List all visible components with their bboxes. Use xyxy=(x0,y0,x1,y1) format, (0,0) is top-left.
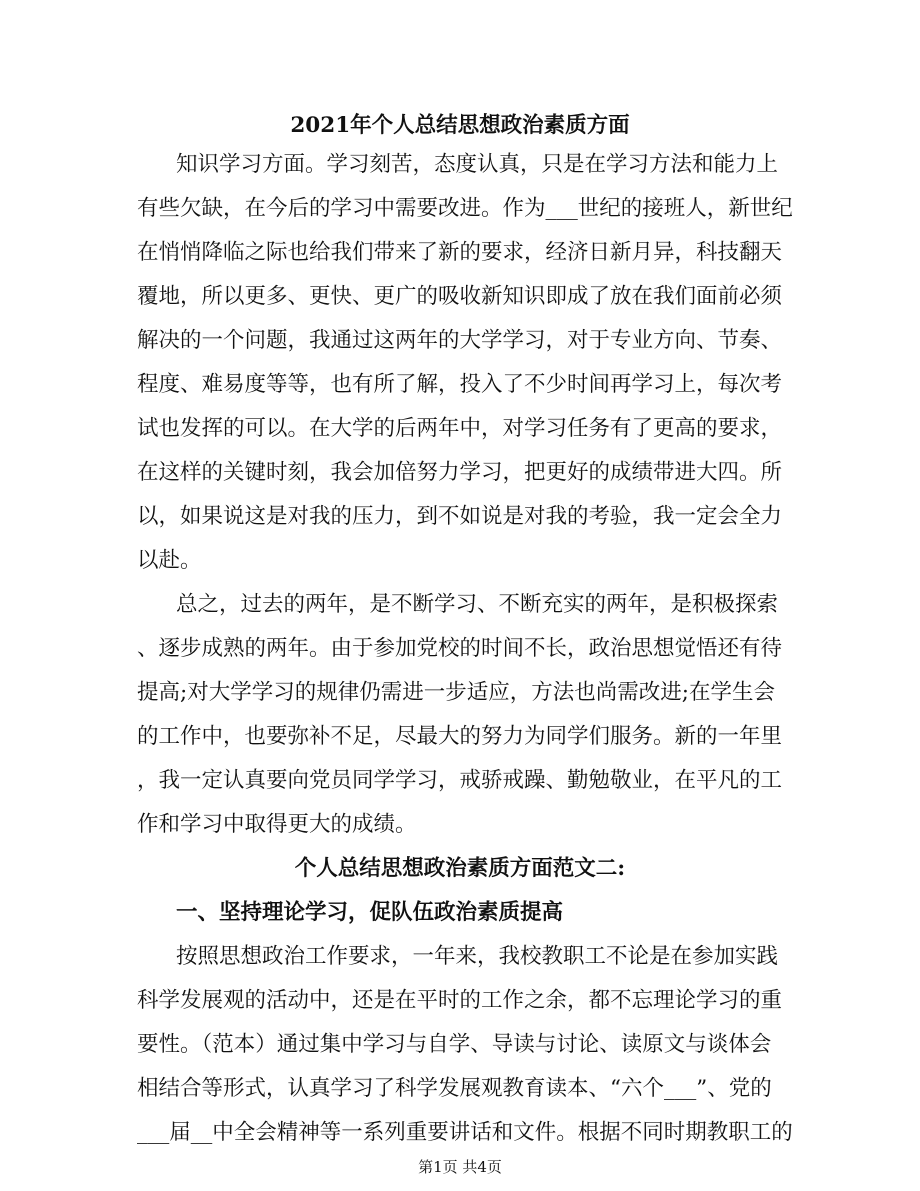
paragraph-line: 在这样的关键时刻，我会加倍努力学习，把更好的成绩带进大四。所 xyxy=(137,460,783,485)
subsection-heading: 一、坚持理论学习，促队伍政治素质提高 xyxy=(176,900,564,925)
page-number: 第1页 共4页 xyxy=(418,1158,502,1176)
paragraph-line: 以赴。 xyxy=(137,548,202,573)
paragraph-line: 解决的一个问题，我通过这两年的大学学习，对于专业方向、节奏、 xyxy=(137,328,783,353)
paragraph-line: 有些欠缺，在今后的学习中需要改进。作为___世纪的接班人，新世纪 xyxy=(137,196,793,221)
paragraph-line: 程度、难易度等等，也有所了解，投入了不少时间再学习上，每次考 xyxy=(137,372,783,397)
paragraph-line: ___届__中全会精神等一系列重要讲话和文件。根据不同时期教职工的 xyxy=(137,1120,793,1145)
paragraph-line: 作和学习中取得更大的成绩。 xyxy=(137,812,417,837)
paragraph-line: 在悄悄降临之际也给我们带来了新的要求，经济日新月异，科技翻天 xyxy=(137,240,783,265)
paragraph-line: 科学发展观的活动中，还是在平时的工作之余，都不忘理论学习的重 xyxy=(137,988,783,1013)
paragraph-line: 以，如果说这是对我的压力，到不如说是对我的考验，我一定会全力 xyxy=(137,504,783,529)
paragraph-line: 提高;对大学学习的规律仍需进一步适应，方法也尚需改进;在学生会 xyxy=(137,680,775,705)
paragraph-line: 的工作中，也要弥补不足，尽最大的努力为同学们服务。新的一年里 xyxy=(137,724,783,749)
paragraph-line: 、逐步成熟的两年。由于参加党校的时间不长，政治思想觉悟还有待 xyxy=(137,636,783,661)
paragraph-line: 要性。（范本）通过集中学习与自学、导读与讨论、读原文与谈体会 xyxy=(137,1032,772,1057)
paragraph-line: 覆地，所以更多、更快、更广的吸收新知识即成了放在我们面前必须 xyxy=(137,284,783,309)
paragraph-line: 总之，过去的两年，是不断学习、不断充实的两年，是积极探索 xyxy=(176,592,779,617)
paragraph-line: 相结合等形式，认真学习了科学发展观教育读本、“六个___”、党的 xyxy=(137,1076,772,1101)
paragraph-line: ，我一定认真要向党员同学学习，戒骄戒躁、勤勉敬业，在平凡的工 xyxy=(137,768,783,793)
document-title: 2021年个人总结思想政治素质方面 xyxy=(290,113,630,138)
paragraph-line: 知识学习方面。学习刻苦，态度认真，只是在学习方法和能力上 xyxy=(176,152,779,177)
paragraph-line: 按照思想政治工作要求，一年来，我校教职工不论是在参加实践 xyxy=(176,944,779,969)
section-heading: 个人总结思想政治素质方面范文二: xyxy=(294,856,626,881)
paragraph-line: 试也发挥的可以。在大学的后两年中，对学习任务有了更高的要求， xyxy=(137,416,783,441)
